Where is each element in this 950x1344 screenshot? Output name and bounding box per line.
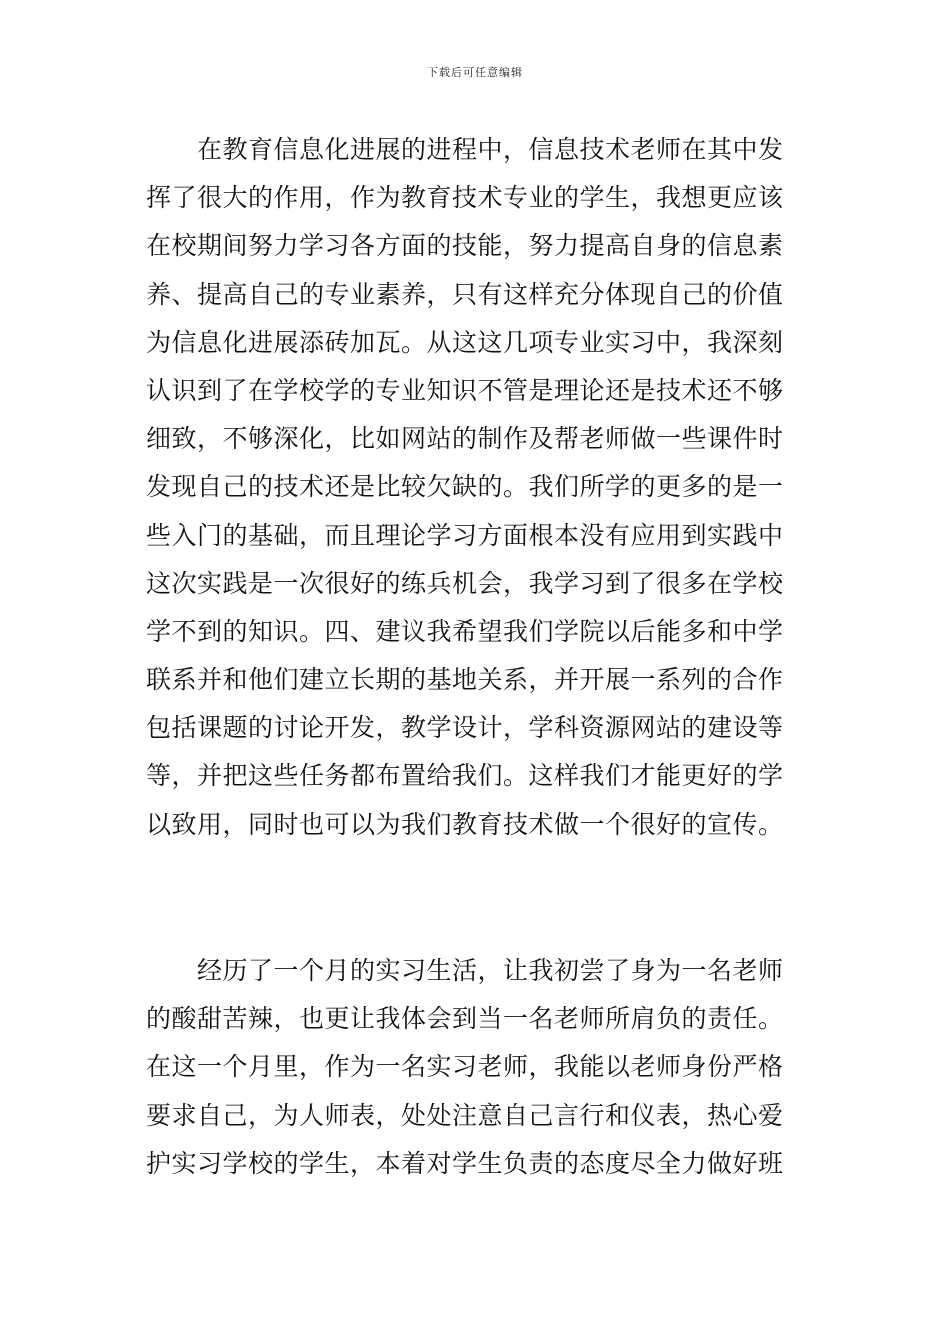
text-line: 包括课题的讨论开发，教学设计，学科资源网站的建设等 bbox=[146, 713, 784, 743]
text-line: 这次实践是一次很好的练兵机会，我学习到了很多在学校 bbox=[146, 568, 784, 598]
text-line: 学不到的知识。四、建议我希望我们学院以后能多和中学 bbox=[146, 616, 784, 646]
text-line: 的酸甜苦辣，也更让我体会到当一名老师所肩负的责任。 bbox=[146, 1004, 784, 1034]
text-line: 经历了一个月的实习生活，让我初尝了身为一名老师 bbox=[146, 956, 784, 985]
text-line: 以致用，同时也可以为我们教育技术做一个很好的宣传。 bbox=[146, 809, 784, 839]
text-line: 细致，不够深化，比如网站的制作及帮老师做一些课件时 bbox=[146, 424, 784, 454]
text-line: 挥了很大的作用，作为教育技术专业的学生，我想更应该 bbox=[146, 183, 784, 213]
text-line: 发现自己的技术还是比较欠缺的。我们所学的更多的是一 bbox=[146, 472, 784, 502]
text-line: 要求自己，为人师表，处处注意自己言行和仪表，热心爱 bbox=[146, 1100, 784, 1130]
text-line: 为信息化进展添砖加瓦。从这这几项专业实习中，我深刻 bbox=[146, 327, 784, 357]
text-line: 等，并把这些任务都布置给我们。这样我们才能更好的学 bbox=[146, 761, 784, 791]
page-header: 下载后可任意编辑 bbox=[427, 66, 523, 79]
text-line: 联系并和他们建立长期的基地关系，并开展一系列的合作 bbox=[146, 665, 784, 695]
text-line: 护实习学校的学生，本着对学生负责的态度尽全力做好班 bbox=[146, 1148, 784, 1178]
text-line: 认识到了在学校学的专业知识不管是理论还是技术还不够 bbox=[146, 375, 784, 405]
text-line: 养、提高自己的专业素养，只有这样充分体现自己的价值 bbox=[146, 279, 784, 309]
text-line: 些入门的基础，而且理论学习方面根本没有应用到实践中 bbox=[146, 520, 784, 550]
paragraph-2 bbox=[146, 947, 806, 1188]
text-line: 在校期间努力学习各方面的技能，努力提高自身的信息素 bbox=[146, 231, 784, 261]
text-line: 在教育信息化进展的进程中，信息技术老师在其中发 bbox=[146, 135, 784, 164]
text-line: 在这一个月里，作为一名实习老师，我能以老师身份严格 bbox=[146, 1052, 784, 1082]
paragraph-1 bbox=[146, 126, 806, 849]
